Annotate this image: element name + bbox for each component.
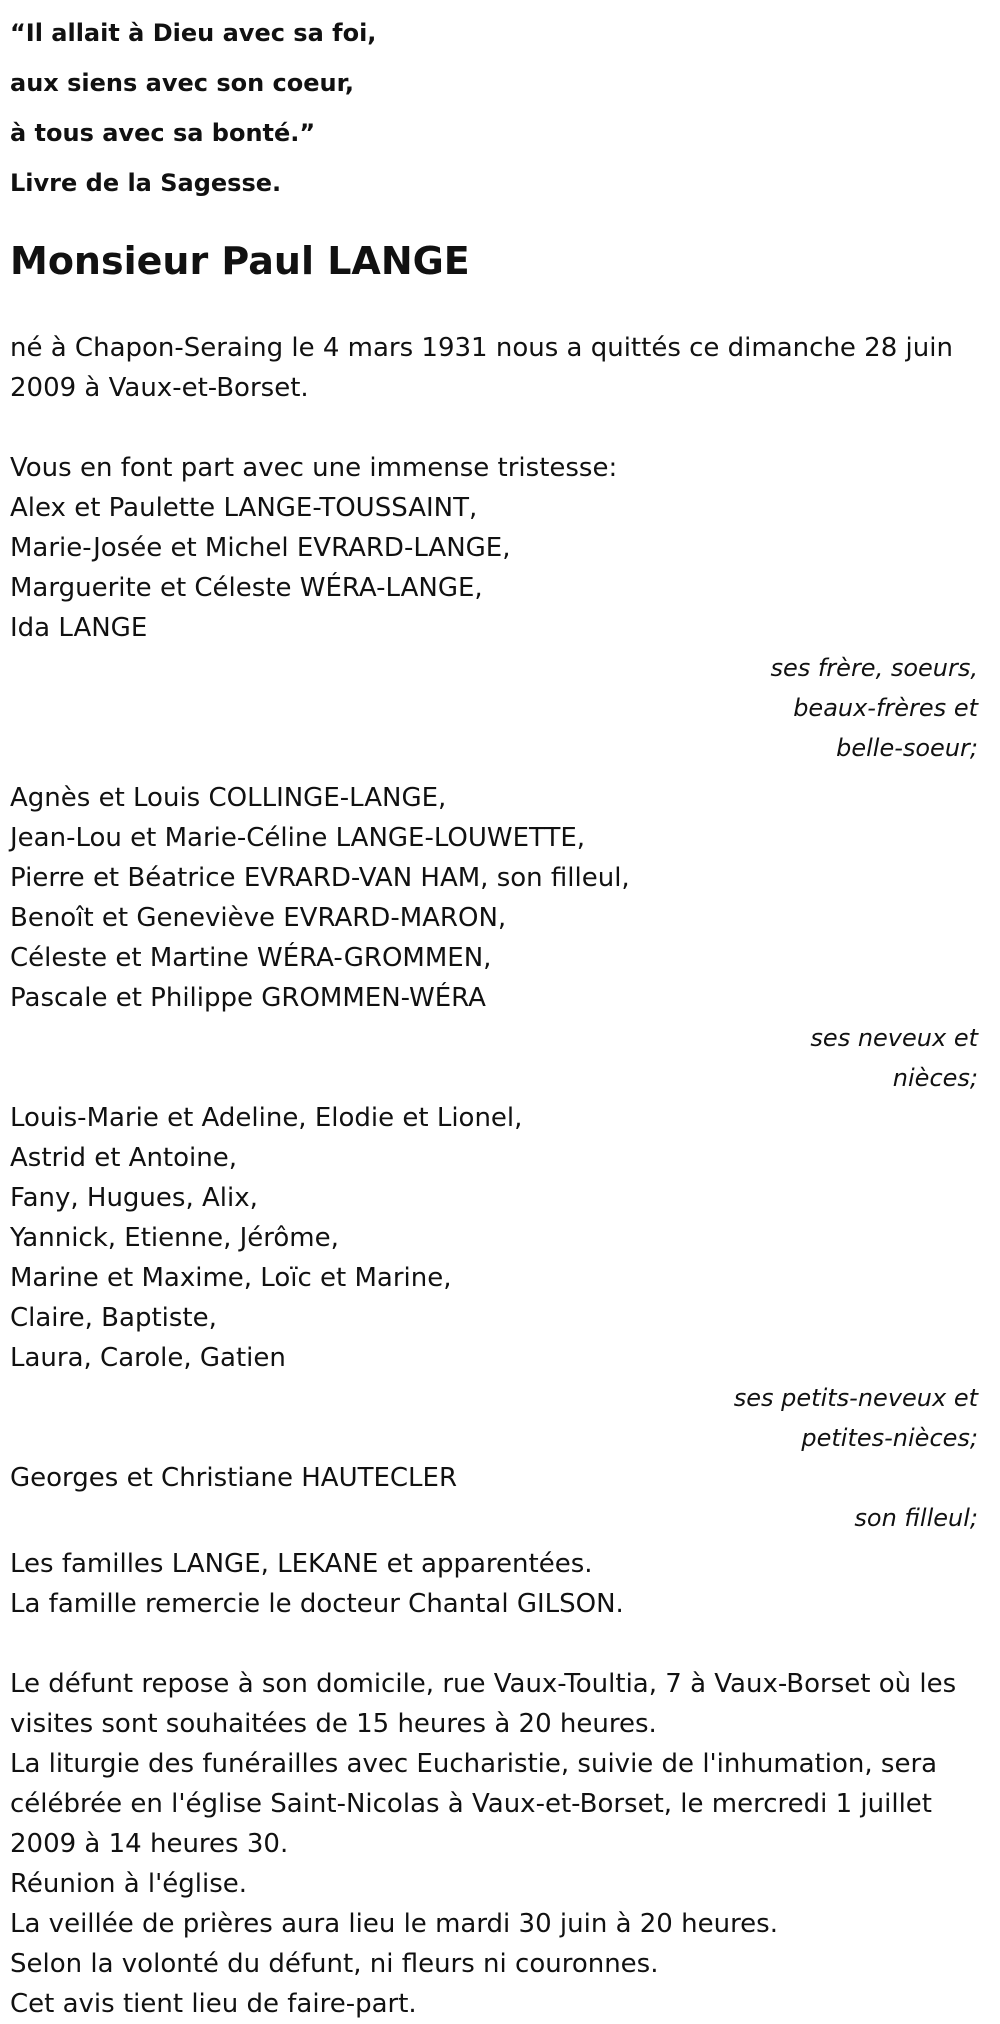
quote-line: à tous avec sa bonté.” bbox=[10, 119, 316, 147]
thanks-line: La famille remercie le docteur Chantal GILSON. bbox=[10, 1589, 624, 1619]
siblings-relation bbox=[10, 648, 990, 768]
family-name: Ida LANGE bbox=[10, 613, 148, 643]
grandnephews-relation bbox=[10, 1378, 990, 1458]
relation-line: petites-nièces; bbox=[801, 1424, 978, 1452]
family-name: Jean-Lou et Marie-Céline LANGE-LOUWETTE, bbox=[10, 823, 586, 853]
notice-info: Cet avis tient lieu de faire-part. bbox=[10, 1989, 417, 2019]
relation-line: nièces; bbox=[892, 1064, 978, 1092]
family-name: Georges et Christiane HAUTECLER bbox=[10, 1463, 458, 1493]
godson-relation bbox=[10, 1498, 990, 1538]
relation-line: belle-soeur; bbox=[836, 734, 978, 762]
relation-line: beaux-frères et bbox=[793, 694, 978, 722]
family-name: Laura, Carole, Gatien bbox=[10, 1343, 286, 1373]
siblings-section bbox=[10, 448, 990, 648]
nephews-relation bbox=[10, 1018, 990, 1098]
birth-death-info bbox=[10, 328, 990, 408]
vigil-info: La veillée de prières aura lieu le mardi 30 juin à 20 heures. bbox=[10, 1909, 778, 1939]
family-name: Agnès et Louis COLLINGE-LANGE, bbox=[10, 783, 447, 813]
family-name: Fany, Hugues, Alix, bbox=[10, 1183, 258, 1213]
family-name: Marine et Maxime, Loïc et Marine, bbox=[10, 1263, 452, 1293]
relation-line: ses petits-neveux et bbox=[733, 1384, 978, 1412]
relation-line: ses frère, soeurs, bbox=[770, 654, 978, 682]
intro-text: né à Chapon-Seraing le 4 mars 1931 nous a quittés ce dimanche 28 juin 2009 à Vaux-et-Borset. bbox=[10, 333, 953, 403]
family-name: Louis-Marie et Adeline, Elodie et Lionel, bbox=[10, 1103, 523, 1133]
family-name: Marguerite et Céleste WÉRA-LANGE, bbox=[10, 573, 483, 603]
family-name: Pascale et Philippe GROMMEN-WÉRA bbox=[10, 983, 486, 1013]
family-name: Marie-Josée et Michel EVRARD-LANGE, bbox=[10, 533, 511, 563]
announce-text: Vous en font part avec une immense tristesse: bbox=[10, 453, 618, 483]
relation-line: son filleul; bbox=[854, 1504, 978, 1532]
epigraph-quote bbox=[10, 0, 990, 208]
liturgy-info: La liturgie des funérailles avec Eucharistie, suivie de l'inhumation, sera célébrée en l'église Saint-Nicolas à Vaux-et-Borset, le mercredi 1 juillet 2009 à 14 heures 30. bbox=[10, 1749, 938, 1859]
funeral-details bbox=[10, 1664, 990, 2024]
quote-source: Livre de la Sagesse. bbox=[10, 169, 282, 197]
families-line: Les familles LANGE, LEKANE et apparentées. bbox=[10, 1549, 593, 1579]
nephews-section bbox=[10, 778, 990, 1018]
flowers-info: Selon la volonté du défunt, ni fleurs ni couronnes. bbox=[10, 1949, 659, 1979]
relation-line: ses neveux et bbox=[810, 1024, 978, 1052]
meeting-info: Réunion à l'église. bbox=[10, 1869, 248, 1899]
quote-line: “Il allait à Dieu avec sa foi, bbox=[10, 19, 377, 47]
family-name: Yannick, Etienne, Jérôme, bbox=[10, 1223, 339, 1253]
visitation-info: Le défunt repose à son domicile, rue Vaux-Toultia, 7 à Vaux-Borset où les visites sont souhaitées de 15 heures à 20 heures. bbox=[10, 1669, 957, 1739]
families-section bbox=[10, 1544, 990, 1624]
deceased-name-title: Monsieur Paul LANGE bbox=[10, 239, 470, 283]
family-name: Astrid et Antoine, bbox=[10, 1143, 237, 1173]
family-name: Benoît et Geneviève EVRARD-MARON, bbox=[10, 903, 507, 933]
family-name: Alex et Paulette LANGE-TOUSSAINT, bbox=[10, 493, 478, 523]
quote-line: aux siens avec son coeur, bbox=[10, 69, 355, 97]
grandnephews-section bbox=[10, 1098, 990, 1378]
family-name: Claire, Baptiste, bbox=[10, 1303, 217, 1333]
family-name: Pierre et Béatrice EVRARD-VAN HAM, son filleul, bbox=[10, 863, 630, 893]
godson-section bbox=[10, 1458, 990, 1498]
family-name: Céleste et Martine WÉRA-GROMMEN, bbox=[10, 943, 492, 973]
